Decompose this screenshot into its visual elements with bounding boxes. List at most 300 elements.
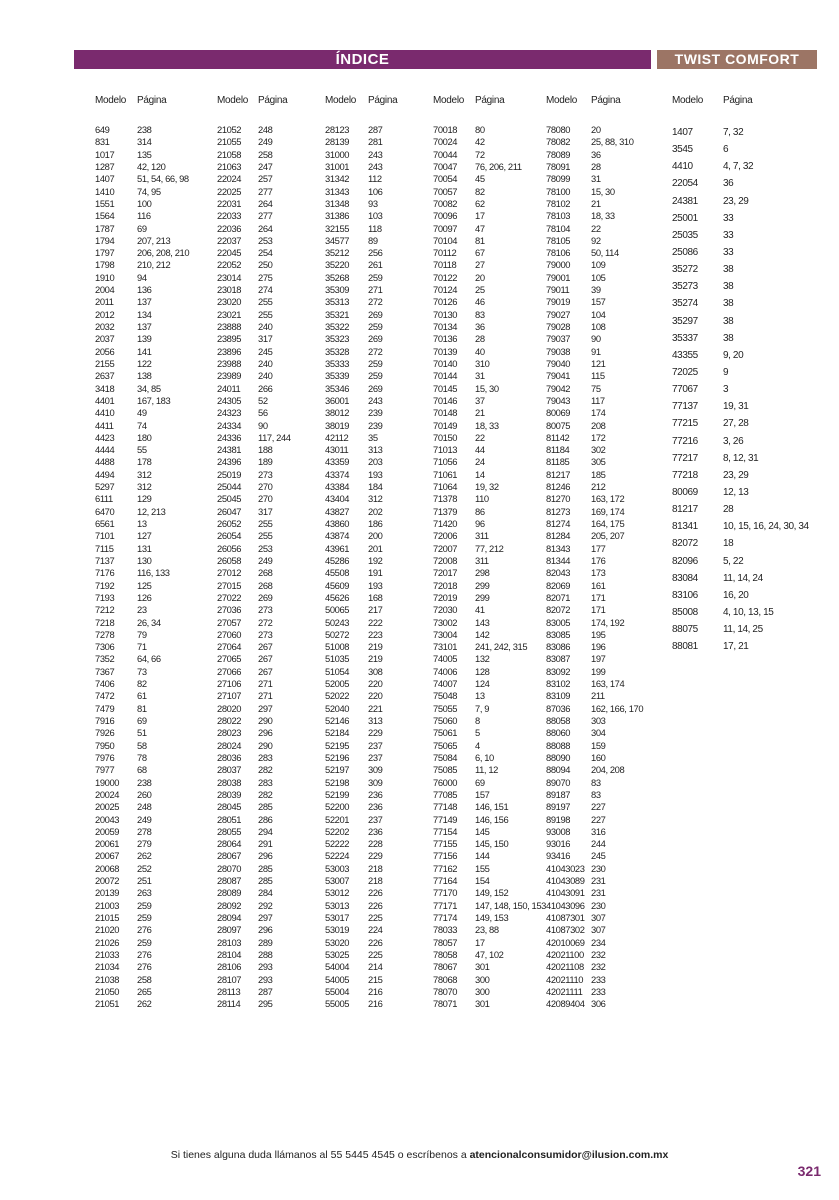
index-row xyxy=(433,789,546,801)
index-row xyxy=(433,641,546,653)
model-number: 35212 xyxy=(325,247,350,259)
model-number: 28051 xyxy=(217,813,242,825)
index-row xyxy=(546,346,643,358)
page-reference: 287 xyxy=(368,124,383,135)
index-row xyxy=(433,333,546,345)
page-reference: 76, 206, 211 xyxy=(475,160,522,172)
index-row xyxy=(217,838,291,850)
page-reference: 4, 7, 32 xyxy=(723,161,754,173)
model-number: 82043 xyxy=(546,567,571,579)
page-reference: 289 xyxy=(258,936,273,948)
index-row xyxy=(433,518,546,530)
model-number: 50243 xyxy=(325,616,350,628)
model-number: 35333 xyxy=(325,357,350,369)
model-number: 649 xyxy=(95,124,110,135)
index-row xyxy=(217,555,291,567)
model-number: 42021108 xyxy=(546,961,584,973)
model-number: 27065 xyxy=(217,653,242,665)
page-reference: 259 xyxy=(137,912,152,923)
page-reference: 23, 29 xyxy=(723,469,749,481)
page-reference: 117 xyxy=(591,394,605,406)
page-reference: 163, 174 xyxy=(591,678,625,690)
index-row xyxy=(217,801,291,813)
page-reference: 38 xyxy=(723,264,734,276)
model-number: 52197 xyxy=(325,764,350,776)
model-number: 20139 xyxy=(95,887,120,899)
page-reference: 269 xyxy=(368,333,383,345)
page-reference: 197 xyxy=(591,653,606,665)
page-reference: 249 xyxy=(258,136,273,148)
page-reference: 290 xyxy=(258,739,273,751)
index-row xyxy=(217,666,291,678)
page-reference: 267 xyxy=(258,653,273,665)
page-reference: 160 xyxy=(591,751,606,763)
page-reference: 263 xyxy=(137,887,152,899)
model-number: 43404 xyxy=(325,493,350,505)
page-reference: 273 xyxy=(258,628,273,640)
page-reference: 46 xyxy=(475,296,485,308)
index-row xyxy=(217,617,291,629)
page-reference: 312 xyxy=(368,493,383,505)
index-row xyxy=(546,961,643,973)
page-reference: 34, 85 xyxy=(137,382,161,394)
model-number: 52022 xyxy=(325,690,350,702)
index-row xyxy=(546,838,643,850)
page-reference: 259 xyxy=(368,370,383,382)
model-number: 25001 xyxy=(672,212,698,224)
page-reference: 265 xyxy=(137,985,152,997)
index-row xyxy=(433,161,546,173)
index-row xyxy=(325,518,397,530)
model-number: 70134 xyxy=(433,321,458,332)
model-number: 78089 xyxy=(546,148,571,160)
page-reference: 122 xyxy=(137,357,152,369)
page-reference: 15, 30 xyxy=(591,185,615,197)
index-row xyxy=(546,530,643,542)
model-number: 27060 xyxy=(217,628,242,640)
index-row xyxy=(95,346,189,358)
page-reference: 18 xyxy=(723,538,734,550)
page-reference: 248 xyxy=(258,124,273,135)
model-number: 28038 xyxy=(217,776,242,788)
page-reference: 12, 13 xyxy=(723,486,749,498)
index-row xyxy=(95,777,189,789)
model-number: 45508 xyxy=(325,567,350,579)
index-row xyxy=(546,801,643,813)
model-number: 7472 xyxy=(95,690,115,702)
model-number: 43827 xyxy=(325,505,350,517)
index-row xyxy=(325,321,397,333)
model-number: 27106 xyxy=(217,678,242,690)
index-row xyxy=(95,543,189,555)
model-number: 80075 xyxy=(546,419,571,431)
model-number: 52146 xyxy=(325,715,350,726)
model-number: 53017 xyxy=(325,912,350,923)
model-number: 7352 xyxy=(95,653,115,665)
index-row xyxy=(217,395,291,407)
index-row xyxy=(95,149,189,161)
index-row xyxy=(325,998,397,1010)
index-row xyxy=(217,961,291,973)
model-number: 43384 xyxy=(325,481,350,493)
model-number: 81341 xyxy=(672,521,698,533)
index-row xyxy=(325,715,397,727)
index-row xyxy=(217,161,291,173)
index-row xyxy=(95,850,189,862)
index-row xyxy=(546,518,643,530)
page-reference: 196 xyxy=(591,641,606,653)
index-row xyxy=(433,173,546,185)
model-number: 43355 xyxy=(672,349,698,361)
model-number: 21052 xyxy=(217,124,242,135)
page-reference: 142 xyxy=(475,628,490,640)
model-number: 74006 xyxy=(433,665,458,677)
page-reference: 245 xyxy=(591,850,606,862)
model-number: 35322 xyxy=(325,321,350,332)
page-reference: 300 xyxy=(475,985,490,997)
page-reference: 130 xyxy=(137,554,152,566)
page-reference: 247 xyxy=(258,160,273,172)
index-row xyxy=(546,777,643,789)
index-row xyxy=(546,875,643,887)
index-row xyxy=(325,543,397,555)
model-number: 70044 xyxy=(433,148,458,160)
model-number: 7976 xyxy=(95,751,115,763)
index-row xyxy=(433,420,546,432)
index-row xyxy=(95,949,189,961)
page-reference: 37 xyxy=(475,394,485,406)
page-reference: 243 xyxy=(368,394,383,406)
model-number: 52200 xyxy=(325,801,350,813)
page-reference: 23 xyxy=(137,604,147,616)
page-reference: 214 xyxy=(368,961,383,973)
model-number: 52198 xyxy=(325,776,350,788)
index-row xyxy=(217,420,291,432)
model-number: 83005 xyxy=(546,616,571,628)
page-reference: 293 xyxy=(258,973,273,985)
index-row xyxy=(433,272,546,284)
index-row xyxy=(546,284,643,296)
page-reference: 250 xyxy=(258,259,273,271)
model-number: 79011 xyxy=(546,284,570,296)
page-reference: 270 xyxy=(258,493,273,505)
index-row xyxy=(325,764,397,776)
page-reference: 305 xyxy=(591,456,606,468)
model-number: 43961 xyxy=(325,542,350,554)
model-number: 31343 xyxy=(325,185,350,197)
column-header xyxy=(433,94,546,107)
model-number: 51008 xyxy=(325,641,350,653)
index-row xyxy=(672,501,809,518)
page-reference: 255 xyxy=(258,308,273,320)
model-number: 1407 xyxy=(672,127,693,138)
column-header xyxy=(95,94,189,107)
page-reference: 296 xyxy=(258,924,273,936)
index-row xyxy=(325,740,397,752)
index-row xyxy=(95,333,189,345)
index-row xyxy=(217,629,291,641)
model-number: 20043 xyxy=(95,813,120,825)
index-row xyxy=(325,259,397,271)
model-number: 32155 xyxy=(325,222,350,234)
page-reference: 218 xyxy=(368,875,383,887)
model-number: 7218 xyxy=(95,616,115,628)
model-number: 70047 xyxy=(433,160,458,172)
model-number: 72007 xyxy=(433,542,458,554)
index-row xyxy=(217,247,291,259)
index-row xyxy=(217,974,291,986)
index-row xyxy=(672,621,809,638)
model-number: 1797 xyxy=(95,247,115,259)
page-reference: 4 xyxy=(475,739,480,751)
index-row xyxy=(217,715,291,727)
index-row xyxy=(672,570,809,587)
index-row xyxy=(95,629,189,641)
index-row xyxy=(546,814,643,826)
index-row xyxy=(95,247,189,259)
index-row xyxy=(672,553,809,570)
model-number: 77156 xyxy=(433,850,458,862)
index-row xyxy=(95,690,189,702)
model-number: 81217 xyxy=(672,504,698,516)
page-reference: 224 xyxy=(368,924,383,936)
page-reference: 218 xyxy=(368,862,383,874)
model-number: 27057 xyxy=(217,616,242,628)
model-number: 77162 xyxy=(433,862,458,874)
page-reference: 17 xyxy=(475,210,485,222)
index-row xyxy=(95,358,189,370)
page-reference: 6 xyxy=(723,144,729,156)
model-number: 28092 xyxy=(217,899,242,911)
model-number: 35313 xyxy=(325,296,350,308)
page-reference: 36 xyxy=(591,148,601,160)
index-row xyxy=(433,506,546,518)
page-reference: 299 xyxy=(475,579,490,591)
model-number: 70130 xyxy=(433,308,458,320)
model-number: 82096 xyxy=(672,555,698,567)
page-reference: 269 xyxy=(258,591,273,603)
index-row xyxy=(433,493,546,505)
page-reference: 136 xyxy=(137,284,152,296)
model-number: 77155 xyxy=(433,838,458,850)
model-number: 35346 xyxy=(325,382,350,394)
model-number: 70118 xyxy=(433,259,457,271)
page-reference: 155 xyxy=(475,862,490,874)
page-reference: 304 xyxy=(591,727,606,739)
page-reference: 314 xyxy=(137,136,152,148)
index-row xyxy=(672,313,809,330)
index-row xyxy=(672,415,809,432)
model-number: 3418 xyxy=(95,382,115,394)
index-row xyxy=(433,432,546,444)
model-number: 78105 xyxy=(546,234,571,246)
header-page: Página xyxy=(475,95,505,106)
page-reference: 17 xyxy=(475,936,485,948)
model-number: 78068 xyxy=(433,973,458,985)
page-reference: 233 xyxy=(591,973,606,985)
model-number: 71379 xyxy=(433,505,458,517)
model-number: 72008 xyxy=(433,554,458,566)
model-number: 88088 xyxy=(546,739,571,751)
model-number: 42112 xyxy=(325,431,349,443)
index-row xyxy=(325,420,397,432)
model-number: 21063 xyxy=(217,160,242,172)
index-row xyxy=(217,198,291,210)
page-reference: 81 xyxy=(137,702,147,714)
model-number: 28067 xyxy=(217,850,242,862)
model-number: 80069 xyxy=(672,486,698,498)
page-reference: 16, 20 xyxy=(723,589,749,601)
page-reference: 86 xyxy=(475,505,485,517)
page-reference: 129 xyxy=(137,493,152,505)
model-number: 28022 xyxy=(217,715,242,726)
page-reference: 285 xyxy=(258,875,273,887)
model-number: 2004 xyxy=(95,284,115,296)
model-number: 74007 xyxy=(433,678,458,690)
model-number: 31001 xyxy=(325,160,350,172)
index-row xyxy=(672,295,809,312)
header-model: Modelo xyxy=(217,95,248,106)
index-row xyxy=(546,321,643,333)
model-number: 42010069 xyxy=(546,936,585,948)
model-number: 4401 xyxy=(95,394,115,406)
page-reference: 191 xyxy=(368,567,383,579)
index-row xyxy=(95,309,189,321)
model-number: 2056 xyxy=(95,345,115,357)
model-number: 31342 xyxy=(325,173,350,185)
page-reference: 266 xyxy=(258,382,273,394)
model-number: 82072 xyxy=(546,604,571,616)
index-row xyxy=(325,247,397,259)
index-row xyxy=(433,321,546,333)
index-row xyxy=(546,974,643,986)
index-row xyxy=(95,395,189,407)
page-reference: 154 xyxy=(475,875,490,887)
page-reference: 312 xyxy=(137,481,152,493)
model-number: 88081 xyxy=(672,641,698,653)
index-row xyxy=(546,506,643,518)
model-number: 26047 xyxy=(217,505,242,517)
model-number: 28094 xyxy=(217,912,242,923)
page-reference: 230 xyxy=(591,862,606,874)
index-row xyxy=(672,227,809,244)
index-row xyxy=(433,617,546,629)
index-row xyxy=(95,124,189,136)
index-row xyxy=(672,604,809,621)
page-reference: 238 xyxy=(137,124,152,135)
page-reference: 27, 28 xyxy=(723,418,749,430)
index-row xyxy=(325,124,397,136)
model-number: 53020 xyxy=(325,936,350,948)
page-reference: 296 xyxy=(258,727,273,739)
model-number: 71064 xyxy=(433,481,458,493)
model-number: 21050 xyxy=(95,985,120,997)
index-row xyxy=(95,456,189,468)
index-row xyxy=(433,469,546,481)
page-reference: 42, 120 xyxy=(137,160,166,172)
index-row xyxy=(95,383,189,395)
page-reference: 45 xyxy=(475,173,485,185)
page-reference: 277 xyxy=(258,185,273,197)
index-row xyxy=(325,284,397,296)
index-row xyxy=(325,173,397,185)
page-reference: 104 xyxy=(591,308,606,320)
page-reference: 231 xyxy=(591,887,606,899)
model-number: 52199 xyxy=(325,788,350,800)
page-reference: 267 xyxy=(258,665,273,677)
model-number: 70122 xyxy=(433,271,458,283)
page-reference: 313 xyxy=(368,444,383,456)
page-reference: 208 xyxy=(591,419,606,431)
model-number: 75048 xyxy=(433,690,458,702)
model-number: 78067 xyxy=(433,961,458,973)
brand-title-bar xyxy=(657,50,817,69)
page-reference: 64, 66 xyxy=(137,653,161,665)
model-number: 83087 xyxy=(546,653,571,665)
index-row xyxy=(325,777,397,789)
page-reference: 116 xyxy=(137,210,151,222)
model-number: 52196 xyxy=(325,751,350,763)
model-number: 27015 xyxy=(217,579,242,591)
model-number: 23989 xyxy=(217,370,242,382)
model-number: 71013 xyxy=(433,444,458,456)
model-number: 93008 xyxy=(546,825,571,837)
page-reference: 203 xyxy=(368,456,383,468)
page-reference: 281 xyxy=(368,136,383,148)
index-row xyxy=(433,850,546,862)
page-reference: 75 xyxy=(591,382,601,394)
index-row xyxy=(95,136,189,148)
model-number: 23018 xyxy=(217,284,242,296)
index-row xyxy=(217,814,291,826)
page-reference: 307 xyxy=(591,924,606,936)
index-row xyxy=(217,333,291,345)
model-number: 70139 xyxy=(433,345,458,357)
page-reference: 240 xyxy=(258,370,273,382)
model-number: 70136 xyxy=(433,333,458,345)
model-number: 24396 xyxy=(217,456,242,468)
page-reference: 23, 29 xyxy=(723,195,749,207)
model-number: 73004 xyxy=(433,628,458,640)
footer-email[interactable]: atencionalconsumidor@ilusion.com.mx xyxy=(469,1149,669,1161)
page-reference: 171 xyxy=(591,591,606,603)
page-reference: 162, 166, 170 xyxy=(591,702,644,714)
page-reference: 47, 102 xyxy=(475,948,504,960)
index-row xyxy=(95,887,189,899)
model-number: 79040 xyxy=(546,357,571,369)
page-reference: 227 xyxy=(591,813,606,825)
page-reference: 269 xyxy=(368,308,383,320)
index-row xyxy=(325,210,397,222)
index-row xyxy=(217,678,291,690)
model-number: 2011 xyxy=(95,296,114,308)
index-row xyxy=(325,296,397,308)
index-row xyxy=(546,752,643,764)
index-row xyxy=(433,383,546,395)
page-reference: 143 xyxy=(475,616,490,628)
model-number: 70126 xyxy=(433,296,458,308)
index-row xyxy=(217,358,291,370)
model-number: 77149 xyxy=(433,813,458,825)
model-number: 21034 xyxy=(95,961,120,973)
page-reference: 282 xyxy=(258,788,273,800)
page-reference: 243 xyxy=(368,160,383,172)
model-number: 70024 xyxy=(433,136,458,148)
index-row xyxy=(546,124,643,136)
page-reference: 253 xyxy=(258,234,273,246)
index-row xyxy=(95,210,189,222)
page-reference: 67 xyxy=(475,247,485,259)
